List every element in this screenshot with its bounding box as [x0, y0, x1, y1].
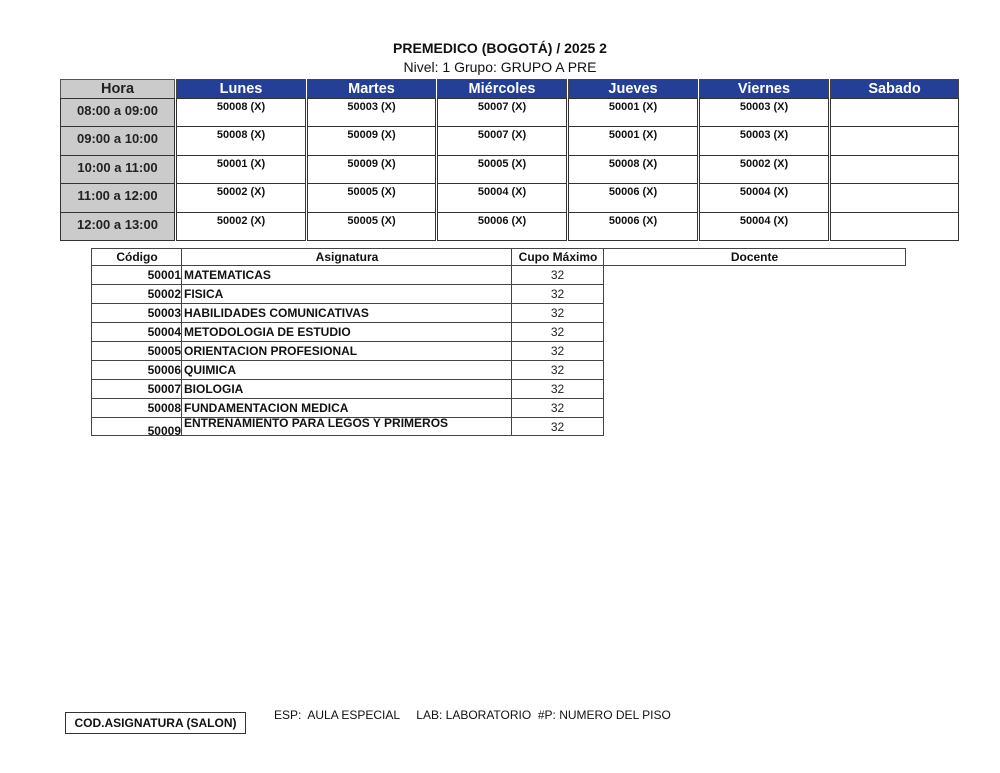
day-column-jueves: [568, 79, 698, 241]
subject-code: 50007: [91, 379, 182, 398]
day-header: Miércoles: [437, 79, 567, 98]
schedule-cell: 50007 (X): [437, 126, 567, 155]
schedule-cell: 50006 (X): [437, 212, 567, 241]
hora-cell: 09:00 a 10:00: [60, 126, 175, 155]
schedule-cell: [830, 183, 959, 212]
day-column-lunes: [176, 79, 306, 241]
subject-name: HABILIDADES COMUNICATIVAS: [181, 303, 512, 322]
subject-cupo: 32: [511, 322, 604, 341]
day-header: Lunes: [176, 79, 306, 98]
schedule-grid: [60, 79, 959, 241]
hora-cell: 10:00 a 11:00: [60, 155, 175, 183]
schedule-cell: 50001 (X): [568, 98, 698, 126]
day-header: Jueves: [568, 79, 698, 98]
schedule-cell: 50002 (X): [176, 212, 306, 241]
day-column-viernes: [699, 79, 829, 241]
schedule-cell: 50006 (X): [568, 183, 698, 212]
schedule-cell: 50005 (X): [307, 212, 436, 241]
schedule-cell: [830, 126, 959, 155]
hora-cell: 08:00 a 09:00: [60, 98, 175, 126]
schedule-cell: 50003 (X): [699, 98, 829, 126]
schedule-cell: 50004 (X): [699, 212, 829, 241]
subject-code: 50006: [91, 360, 182, 379]
subject-cupo: 32: [511, 379, 604, 398]
subject-cupo: 32: [511, 284, 604, 303]
subject-code: 50004: [91, 322, 182, 341]
header-docente: Docente: [603, 248, 906, 266]
subject-name: ORIENTACION PROFESIONAL: [181, 341, 512, 360]
subject-cupo: 32: [511, 360, 604, 379]
schedule-cell: 50008 (X): [176, 98, 306, 126]
header-asignatura: Asignatura: [181, 248, 512, 266]
schedule-cell: 50004 (X): [437, 183, 567, 212]
day-column-miercoles: [437, 79, 567, 241]
legend-text: ESP: AULA ESPECIAL LAB: LABORATORIO #P: NUMERO DEL PISO: [274, 708, 671, 722]
schedule-cell: 50002 (X): [699, 155, 829, 183]
schedule-cell: 50007 (X): [437, 98, 567, 126]
day-header: Viernes: [699, 79, 829, 98]
hora-cell: 11:00 a 12:00: [60, 183, 175, 212]
subject-code: 50002: [91, 284, 182, 303]
subject-cupo: 32: [511, 417, 604, 436]
schedule-cell: 50002 (X): [176, 183, 306, 212]
schedule-cell: 50005 (X): [437, 155, 567, 183]
subject-name: MATEMATICAS: [181, 265, 512, 284]
day-header: Sabado: [830, 79, 959, 98]
day-column-martes: [307, 79, 436, 241]
hora-header: Hora: [60, 79, 175, 98]
subject-cupo: 32: [511, 303, 604, 322]
hora-cell: 12:00 a 13:00: [60, 212, 175, 241]
subject-cupo: 32: [511, 341, 604, 360]
page-title: PREMEDICO (BOGOTÁ) / 2025 2: [393, 40, 607, 56]
schedule-cell: 50005 (X): [307, 183, 436, 212]
subject-name: BIOLOGIA: [181, 379, 512, 398]
day-column-sabado: [830, 79, 959, 241]
schedule-cell: 50003 (X): [307, 98, 436, 126]
legend-box: COD.ASIGNATURA (SALON): [65, 712, 246, 734]
schedule-cell: 50003 (X): [699, 126, 829, 155]
subject-name: FUNDAMENTACION MEDICA: [181, 398, 512, 417]
subject-code: 50003: [91, 303, 182, 322]
day-header: Martes: [307, 79, 436, 98]
subject-cupo: 32: [511, 265, 604, 284]
schedule-cell: 50009 (X): [307, 126, 436, 155]
header-codigo: Código: [91, 248, 182, 266]
schedule-cell: 50001 (X): [176, 155, 306, 183]
subject-code: 50009: [91, 417, 182, 436]
schedule-cell: 50004 (X): [699, 183, 829, 212]
subject-code: 50005: [91, 341, 182, 360]
schedule-cell: 50001 (X): [568, 126, 698, 155]
header-cupo: Cupo Máximo: [511, 248, 604, 266]
subject-code: 50001: [91, 265, 182, 284]
subject-name: METODOLOGIA DE ESTUDIO: [181, 322, 512, 341]
schedule-cell: [830, 155, 959, 183]
schedule-cell: 50008 (X): [568, 155, 698, 183]
hora-column: [60, 79, 175, 241]
schedule-cell: [830, 98, 959, 126]
schedule-cell: 50009 (X): [307, 155, 436, 183]
subject-name: ENTRENAMIENTO PARA LEGOS Y PRIMEROS: [181, 417, 512, 436]
subject-code: 50008: [91, 398, 182, 417]
subject-cupo: 32: [511, 398, 604, 417]
subject-name: QUIMICA: [181, 360, 512, 379]
schedule-cell: 50006 (X): [568, 212, 698, 241]
subject-name: FISICA: [181, 284, 512, 303]
schedule-cell: [830, 212, 959, 241]
page-subtitle: Nivel: 1 Grupo: GRUPO A PRE: [403, 59, 597, 75]
schedule-cell: 50008 (X): [176, 126, 306, 155]
